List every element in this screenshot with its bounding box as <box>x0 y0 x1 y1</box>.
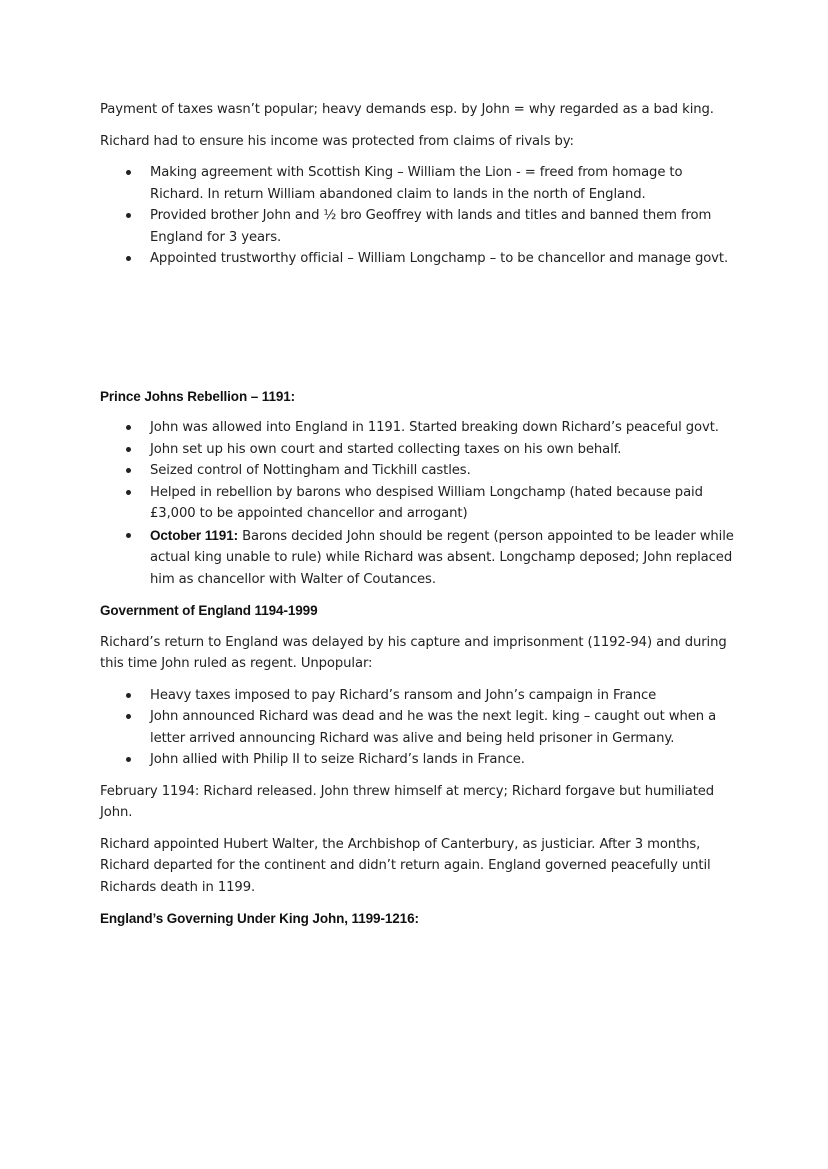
bullet-icon <box>126 468 131 473</box>
john-heading: England’s Governing Under King John, 1199-1216: <box>100 911 419 926</box>
government-heading: Government of England 1194-1999 <box>100 603 318 618</box>
list-item <box>100 749 740 771</box>
list-item-text: Making agreement with Scottish King – William the Lion - = freed from homage to Richard. In return William abandoned claim to lands in the north of England. <box>150 165 683 202</box>
bullet-icon <box>126 425 131 430</box>
government-bullet-list <box>100 685 740 771</box>
bullet-icon <box>126 213 131 218</box>
list-item <box>100 205 740 248</box>
list-item-text: Helped in rebellion by barons who despised William Longchamp (hated because paid £3,000 to be appointed chancellor and arrogant) <box>150 484 703 521</box>
list-item <box>100 248 740 270</box>
list-item <box>100 439 740 461</box>
government-paragraph-release: February 1194: Richard released. John threw himself at mercy; Richard forgave but humiliated John. <box>100 783 715 820</box>
bullet-icon <box>126 490 131 495</box>
government-paragraph-justiciar: Richard appointed Hubert Walter, the Archbishop of Canterbury, as justiciar. After 3 months, Richard departed for the continent and didn’t return again. England governed peacefully until Richards death in 1199. <box>100 836 711 895</box>
list-item-text: Heavy taxes imposed to pay Richard’s ransom and John’s campaign in France <box>150 687 657 703</box>
bullet-icon <box>126 533 131 538</box>
list-item-text: Seized control of Nottingham and Tickhill castles. <box>150 463 471 478</box>
list-item-text: John was allowed into England in 1191. Started breaking down Richard’s peaceful govt. <box>150 420 719 435</box>
intro-bullet-list <box>100 162 740 270</box>
list-item-text: Appointed trustworthy official – William Longchamp – to be chancellor and manage govt. <box>150 251 729 266</box>
list-item-text: John allied with Philip II to seize Richard’s lands in France. <box>150 752 525 767</box>
list-item <box>100 525 740 591</box>
rebellion-bullet-list <box>100 417 740 590</box>
bullet-icon <box>126 693 131 698</box>
bullet-icon <box>126 256 131 261</box>
list-item <box>100 706 740 749</box>
government-paragraph-return: Richard’s return to England was delayed by his capture and imprisonment (1192-94) and during this time John ruled as regent. Unpopular: <box>100 634 727 671</box>
list-item-text: John announced Richard was dead and he was the next legit. king – caught out when a letter arrived announcing Richard was alive and being held prisoner in Germany. <box>150 709 717 746</box>
bullet-icon <box>126 170 131 175</box>
intro-paragraph-income: Richard had to ensure his income was protected from claims of rivals by: <box>100 133 574 149</box>
date-lead: October 1191: <box>150 527 238 543</box>
document-page <box>100 99 740 940</box>
list-item-text: Provided brother John and ½ bro Geoffrey with lands and titles and banned them from England for 3 years. <box>150 208 712 245</box>
bullet-icon <box>126 447 131 452</box>
list-item-text: John set up his own court and started collecting taxes on his own behalf. <box>150 441 622 457</box>
list-item <box>100 482 740 525</box>
list-item <box>100 162 740 205</box>
list-item-text: Barons decided John should be regent (person appointed to be leader while actual king unable to rule) while Richard was absent. Longchamp deposed; John replaced him as chancellor with Walter of Coutances. <box>150 528 734 587</box>
rebellion-heading: Prince Johns Rebellion – 1191: <box>100 388 296 404</box>
bullet-icon <box>126 714 131 719</box>
list-item <box>100 460 740 482</box>
bullet-icon <box>126 757 131 762</box>
list-item <box>100 685 740 707</box>
section-spacer <box>100 280 740 386</box>
intro-paragraph-taxes: Payment of taxes wasn’t popular; heavy demands esp. by John = why regarded as a bad king. <box>100 102 714 117</box>
list-item <box>100 417 740 439</box>
